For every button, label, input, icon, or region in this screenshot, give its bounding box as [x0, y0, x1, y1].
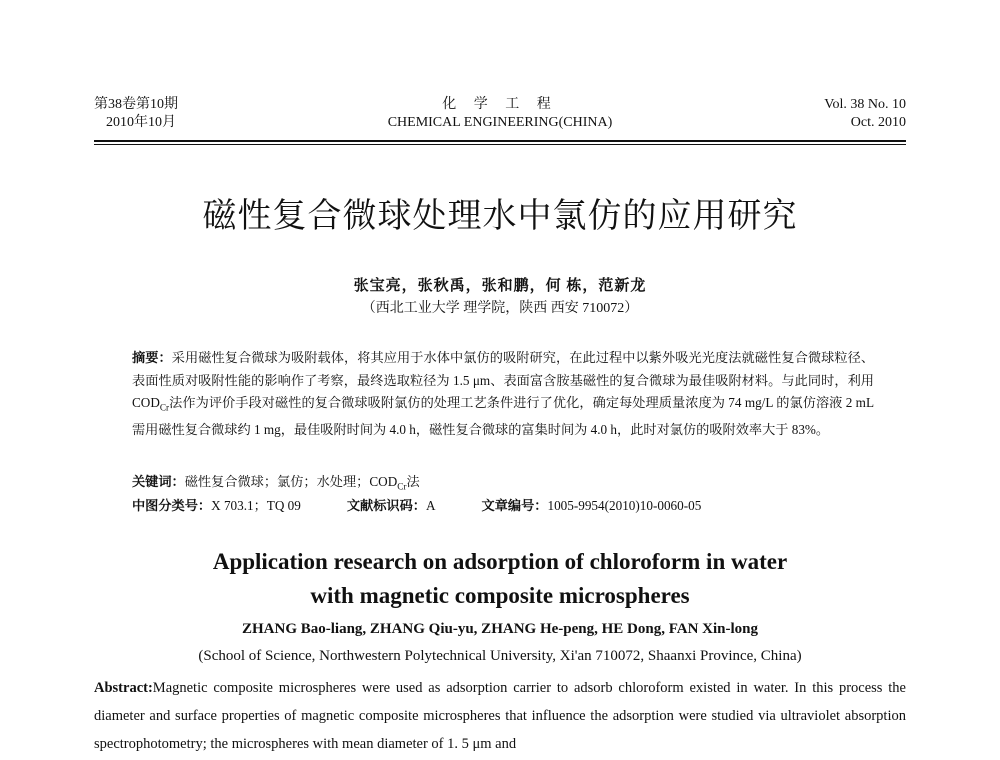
abstract-zh-label: 摘要： — [132, 350, 172, 365]
journal-name-zh: 化 学 工 程 — [442, 97, 558, 112]
document-code — [347, 497, 436, 515]
issue-volume-zh: 第38卷第10期 — [94, 97, 178, 112]
clc-number — [132, 497, 301, 515]
abstract-zh — [132, 347, 874, 442]
clc-value: X 703.1；TQ 09 — [211, 498, 301, 513]
article-number-label: 文章编号： — [481, 498, 548, 513]
authors-en: ZHANG Bao-liang, ZHANG Qiu-yu, ZHANG He-peng, HE Dong, FAN Xin-long — [241, 621, 759, 637]
abstract-zh-text-2: 法作为评价手段对磁性的复合微球吸附氯仿的处理工艺条件进行了优化，确定每处理质量浓度为 74 mg/L 的氯仿溶液 2 mL 需用磁性复合微球约 1 mg，最佳吸附时间为 4.0 h，磁性复合微球的富集时间为 4.0 h，此时对氯仿的吸附效率大于 83%。 — [132, 395, 874, 438]
keywords-zh-text-2: 法 — [406, 474, 420, 489]
paper-title-zh: 磁性复合微球处理水中氯仿的应用研究 — [202, 198, 798, 235]
classification-row — [132, 497, 892, 515]
abstract-zh-text: 采用磁性复合微球为吸附载体，将其应用于水体中氯仿的吸附研究，在此过程中以紫外吸光光度法就磁性复合微球粒径、表面性质对吸附性能的影响作了考察，最终选取粒径为 1.5 μm、表面富含胺基磁性的复合微球为最佳吸附材料。与此同时，利用 COD — [132, 350, 875, 410]
keywords-zh-subscript: Cr — [397, 481, 407, 492]
affiliation-zh: （西北工业大学 理学院，陕西 西安 710072） — [361, 301, 639, 316]
header-rule-thick — [94, 140, 906, 142]
abstract-en-label: Abstract: — [94, 680, 153, 696]
issue-date-en: Oct. 2010 — [850, 115, 906, 130]
keywords-zh-label: 关键词： — [132, 474, 185, 489]
journal-name-en: CHEMICAL ENGINEERING(CHINA) — [387, 115, 613, 130]
paper-title-en-line2: with magnetic composite microspheres — [310, 583, 690, 608]
keywords-zh — [132, 473, 420, 496]
article-number-value: 1005-9954(2010)10-0060-05 — [547, 498, 702, 513]
abstract-en — [94, 674, 906, 758]
abstract-en-text: Magnetic composite microspheres were used as adsorption carrier to adsorb chloroform existed in water. In this process the diameter and surface properties of magnetic composite microspheres that influence the adsorption were studied via ultraviolet absorption spectrophotometry; the microspheres with mean diameter of 1. 5 μm and — [94, 680, 906, 752]
header-rule-thin — [94, 144, 906, 145]
clc-label: 中图分类号： — [132, 498, 212, 513]
paper-title-en — [0, 545, 1000, 613]
paper-title-en-line1: Application research on adsorption of chloroform in water — [212, 549, 788, 574]
affiliation-en: (School of Science, Northwestern Polytechnical University, Xi'an 710072, Shaanxi Province, China) — [198, 648, 802, 664]
journal-issue-en — [824, 96, 906, 132]
document-code-label: 文献标识码： — [346, 498, 426, 513]
issue-date-zh: 2010年10月 — [106, 115, 176, 130]
issue-volume-en: Vol. 38 No. 10 — [824, 97, 906, 112]
keywords-zh-text: 磁性复合微球；氯仿；水处理；COD — [184, 474, 398, 489]
article-number — [482, 497, 702, 515]
abstract-zh-cod-subscript: Cr — [159, 402, 170, 413]
authors-zh: 张宝亮，张秋禹，张和鹏，何 栋，范新龙 — [353, 278, 647, 294]
document-code-value: A — [426, 498, 436, 513]
